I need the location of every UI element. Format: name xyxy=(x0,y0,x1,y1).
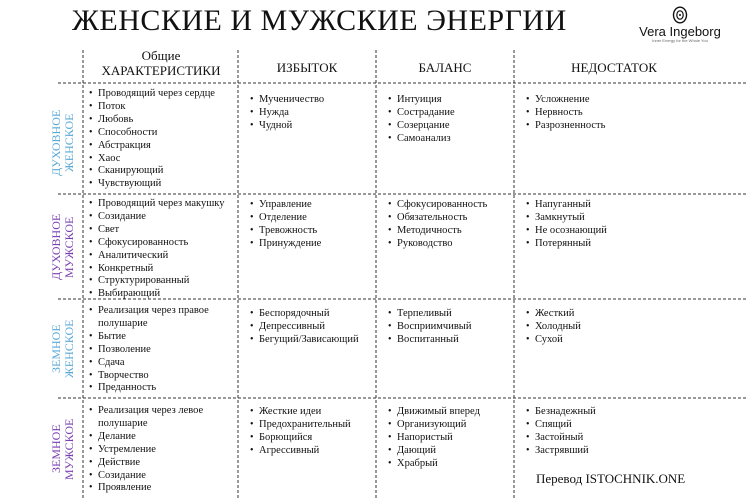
list-item: • Разрозненность xyxy=(526,120,605,133)
cell-r1-deficit xyxy=(526,94,605,133)
list-item: • Хаос xyxy=(89,153,215,166)
row-label-line2: МУЖСКОЕ xyxy=(62,418,76,480)
row-label-earthly-feminine xyxy=(50,306,80,392)
cell-r3-deficit xyxy=(526,308,581,347)
list-item: • Аналитический xyxy=(89,250,225,263)
row-label-line2: ЖЕНСКОЕ xyxy=(62,319,76,379)
list-item: • Делание xyxy=(89,431,203,444)
list-item: • Сканирующий xyxy=(89,165,215,178)
list-item: • Не осознающий xyxy=(526,225,607,238)
list-item: • Сфокусированность xyxy=(388,199,487,212)
list-item: • Руководство xyxy=(388,238,487,251)
list-item: • Беспорядочный xyxy=(250,308,359,321)
logo-tagline: Inner Energy for the Whole You xyxy=(652,38,708,43)
list-item: • Созерцание xyxy=(388,120,455,133)
list-item: • Тревожность xyxy=(250,225,321,238)
list-item: • Способности xyxy=(89,127,215,140)
list-item: • Структурированный xyxy=(89,275,225,288)
page-title: ЖЕНСКИЕ И МУЖСКИЕ ЭНЕРГИИ xyxy=(72,4,567,37)
list-item: • Сфокусированность xyxy=(89,237,225,250)
list-item: • Организующий xyxy=(388,419,480,432)
list-item: • Храбрый xyxy=(388,458,480,471)
list-item: • Безнадежный xyxy=(526,406,596,419)
list-item: • Реализация через правое xyxy=(89,305,209,318)
cell-r1-excess xyxy=(250,94,324,133)
list-item: • Борющийся xyxy=(250,432,351,445)
logo-name: Vera Ingeborg xyxy=(639,24,721,39)
cell-r4-balance xyxy=(388,406,480,471)
list-item: • Восприимчивый xyxy=(388,321,471,334)
list-item: • Нервность xyxy=(526,107,605,120)
list-item: • Реализация через левое xyxy=(89,405,203,418)
list-item: • Устремление xyxy=(89,444,203,457)
list-item: • Бегущий/Зависающий xyxy=(250,334,359,347)
list-item: • Сдача xyxy=(89,357,209,370)
cell-r3-general xyxy=(89,305,209,395)
list-item-continuation: полушарие xyxy=(98,317,148,329)
list-item: • Созидание xyxy=(89,470,203,483)
cell-r2-balance xyxy=(388,199,487,251)
row-label-line1: ДУХОВНОЕ xyxy=(49,109,63,177)
list-item: • Преданность xyxy=(89,382,209,395)
list-item: • Напуганный xyxy=(526,199,607,212)
list-item: • Самоанализ xyxy=(388,133,455,146)
list-item: • Замкнутый xyxy=(526,212,607,225)
list-item: • Жесткие идеи xyxy=(250,406,351,419)
list-item: • Принуждение xyxy=(250,238,321,251)
list-item: • Конкретный xyxy=(89,263,225,276)
list-item-continuation: полушарие xyxy=(98,417,148,429)
row-label-line1: ДУХОВНОЕ xyxy=(49,213,63,281)
header-balance: БАЛАНС xyxy=(418,60,472,75)
cell-r3-excess xyxy=(250,308,359,347)
list-item: • Чудной xyxy=(250,120,324,133)
list-item: • Сострадание xyxy=(388,107,455,120)
header-deficit: НЕДОСТАТОК xyxy=(571,60,657,75)
list-item: • Воспитанный xyxy=(388,334,471,347)
header-general xyxy=(84,48,238,78)
list-item: • Свет xyxy=(89,224,225,237)
list-item: • Действие xyxy=(89,457,203,470)
list-item: • Обязательность xyxy=(388,212,487,225)
row-label-spiritual-feminine xyxy=(50,98,80,188)
list-item: • Дающий xyxy=(388,445,480,458)
list-item: • Чувствующий xyxy=(89,178,215,191)
row-label-line2: МУЖСКОЕ xyxy=(62,216,76,278)
cell-r1-general xyxy=(89,88,215,191)
list-item: • Бытие xyxy=(89,331,209,344)
list-item: • Позволение xyxy=(89,344,209,357)
list-item: • Потерянный xyxy=(526,238,607,251)
list-item: • Нужда xyxy=(250,107,324,120)
list-item: • Застрявший xyxy=(526,445,596,458)
list-item: • Любовь xyxy=(89,114,215,127)
header-general-line2: ХАРАКТЕРИСТИКИ xyxy=(101,63,221,78)
list-item: • Проводящий через макушку xyxy=(89,198,225,211)
row-label-spiritual-masculine xyxy=(50,202,80,292)
row-label-line2: ЖЕНСКОЕ xyxy=(62,113,76,173)
cell-r2-general xyxy=(89,198,225,301)
row-label-line1: ЗЕМНОЕ xyxy=(49,424,63,474)
cell-r2-excess xyxy=(250,199,321,251)
list-item: • Мученичество xyxy=(250,94,324,107)
list-item: • Сухой xyxy=(526,334,581,347)
cell-r3-balance xyxy=(388,308,471,347)
cell-r4-general xyxy=(89,405,203,495)
list-item: • Поток xyxy=(89,101,215,114)
row-label-earthly-masculine xyxy=(50,404,80,494)
cell-r4-excess xyxy=(250,406,351,458)
list-item: • Проявление xyxy=(89,482,203,495)
list-item: • Интуиция xyxy=(388,94,455,107)
list-item: • Усложнение xyxy=(526,94,605,107)
translation-credit: Перевод ISTOCHNIK.ONE xyxy=(536,471,686,486)
list-item: • Предохранительный xyxy=(250,419,351,432)
cell-r2-deficit xyxy=(526,199,607,251)
list-item: • Управление xyxy=(250,199,321,212)
list-item: • Спящий xyxy=(526,419,596,432)
list-item: • Холодный xyxy=(526,321,581,334)
header-general-line1: Общие xyxy=(141,48,181,63)
cell-r1-balance xyxy=(388,94,455,146)
list-item: • Творчество xyxy=(89,370,209,383)
list-item: • Напористый xyxy=(388,432,480,445)
list-item: • Жесткий xyxy=(526,308,581,321)
list-item: • Депрессивный xyxy=(250,321,359,334)
list-item: • Проводящий через сердце xyxy=(89,88,215,101)
list-item: • Застойный xyxy=(526,432,596,445)
header-excess: ИЗБЫТОК xyxy=(276,60,338,75)
list-item: • Методичность xyxy=(388,225,487,238)
list-item: • Отделение xyxy=(250,212,321,225)
list-item: • Терпеливый xyxy=(388,308,471,321)
list-item: • Абстракция xyxy=(89,140,215,153)
list-item: • Созидание xyxy=(89,211,225,224)
list-item: • Выбирающий xyxy=(89,288,225,301)
list-item: • Агрессивный xyxy=(250,445,351,458)
row-label-line1: ЗЕМНОЕ xyxy=(49,324,63,374)
cell-r4-deficit xyxy=(526,406,596,458)
list-item: • Движимый вперед xyxy=(388,406,480,419)
